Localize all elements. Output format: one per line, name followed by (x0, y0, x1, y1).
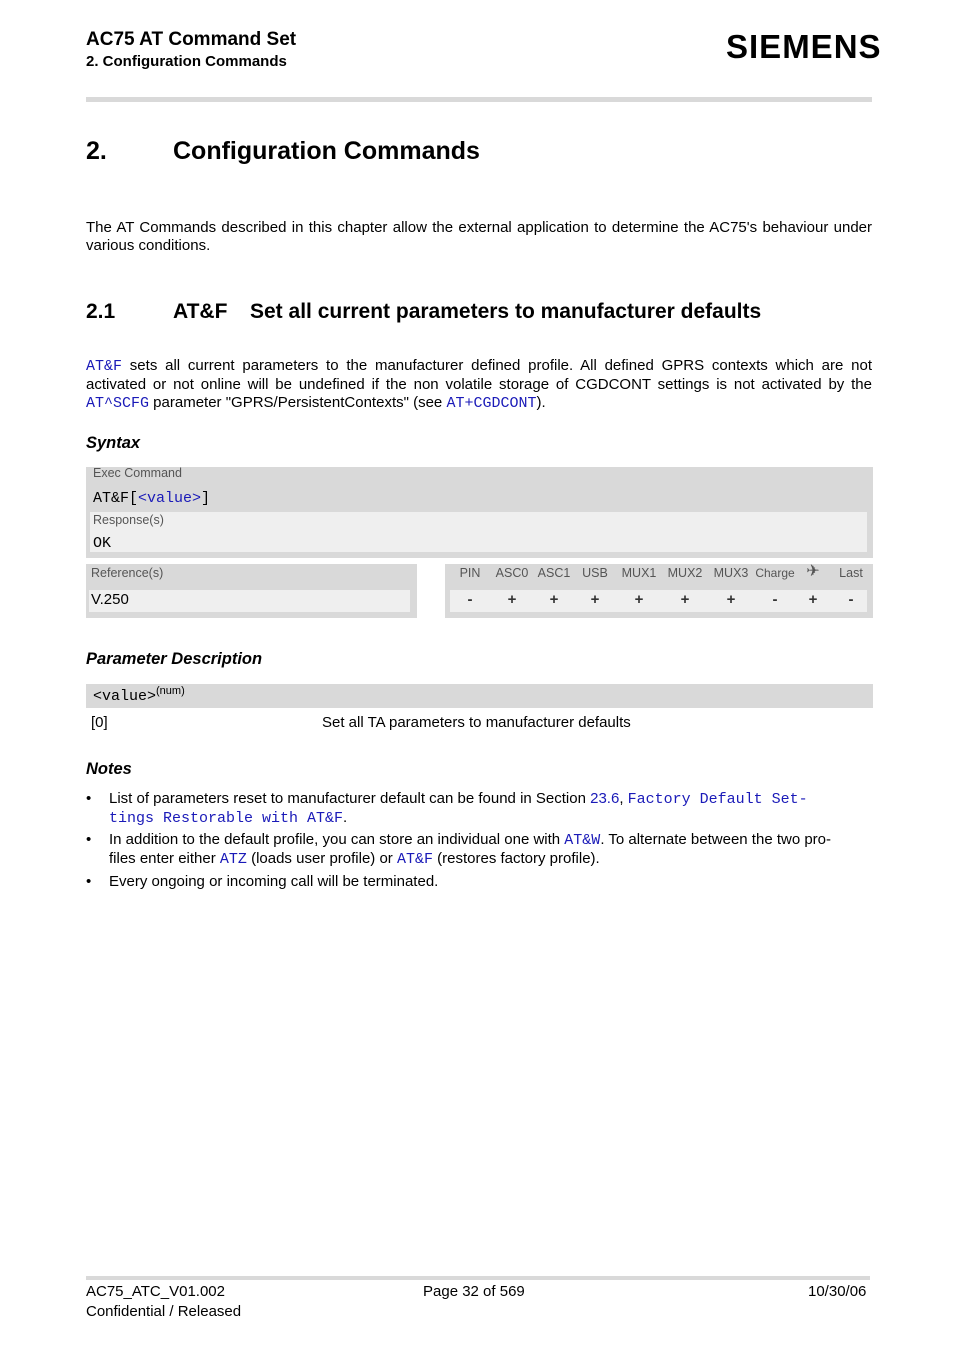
factory-defaults-link[interactable]: Factory Default Set- (627, 791, 808, 808)
col-pin-label: PIN (459, 566, 481, 580)
at-f-link[interactable]: AT&F (86, 358, 123, 375)
col-mux1-label: MUX1 (621, 566, 657, 580)
note-2 (109, 831, 872, 869)
note-2-text-3: files enter either (109, 850, 220, 867)
footer-status: Confidential / Released (86, 1303, 242, 1320)
siemens-logo: SIEMENS (726, 28, 882, 65)
footer-date: 10/30/06 (808, 1283, 867, 1300)
exec-command-label: Exec Command (93, 466, 182, 480)
airplane-icon: ✈ (806, 563, 820, 580)
col-mux1-value: + (634, 591, 644, 608)
syntax-heading: Syntax (86, 434, 141, 452)
command-description (86, 357, 872, 413)
footer-doc-id: AC75_ATC_V01.002 (86, 1283, 225, 1300)
parameter-heading: Parameter Description (86, 650, 263, 668)
note-2-text-2: . To alternate between the two pro- (600, 831, 832, 848)
reference-label: Reference(s) (91, 566, 164, 580)
description-text-3: ). (536, 394, 546, 411)
description-text-2: parameter "GPRS/PersistentContexts" (see (149, 394, 447, 411)
note-2-text-4: (loads user profile) or (246, 850, 397, 867)
col-asc1-value: + (549, 591, 559, 608)
col-pin-value: - (467, 591, 473, 608)
col-mux2-label: MUX2 (667, 566, 703, 580)
command-suffix: ] (201, 490, 211, 507)
note-1-text: List of parameters reset to manufacturer default can be found in Section (109, 790, 591, 807)
col-asc1-label: ASC1 (537, 566, 571, 580)
col-usb-label: USB (582, 566, 608, 580)
parameter-name-bar (86, 684, 873, 708)
parameter-name (93, 685, 185, 705)
col-asc0-value: + (507, 591, 517, 608)
note-3: Every ongoing or incoming call will be terminated. (109, 873, 439, 890)
col-mux3-label: MUX3 (713, 566, 749, 580)
chapter-heading: Configuration Commands (173, 137, 480, 165)
parameter-value: [0] (91, 714, 108, 731)
notes-heading: Notes (86, 760, 132, 778)
at-w-link[interactable]: AT&W (564, 832, 601, 849)
note-2-text-5: (restores factory profile). (432, 850, 600, 867)
factory-defaults-link-cont[interactable]: tings Restorable with AT&F (109, 810, 344, 827)
col-last-label: Last (839, 566, 863, 580)
response-value: OK (93, 535, 112, 552)
note-1-end: . (343, 809, 348, 826)
response-box (90, 512, 867, 552)
at-cgdcont-link[interactable]: AT+CGDCONT (446, 395, 537, 412)
header-divider (86, 97, 872, 102)
section-number: 2.1 (86, 300, 116, 323)
col-charge-label: Charge (755, 566, 795, 580)
description-text-1: sets all current parameters to the manufacturer defined profile. All defined GPRS contexts which are not activated or not online will be undefined if the non volatile storage of CGDCONT settings is not activated by the (86, 357, 872, 393)
atz-link[interactable]: ATZ (219, 851, 247, 868)
bullet-icon: • (86, 831, 92, 848)
note-1 (109, 790, 872, 828)
section-title: Set all current parameters to manufacturer defaults (250, 300, 762, 323)
section-command: AT&F (173, 300, 228, 323)
bullet-icon: • (86, 790, 92, 807)
document-title: AC75 AT Command Set (86, 29, 297, 50)
reference-value: V.250 (91, 591, 129, 608)
col-asc0-label: ASC0 (495, 566, 529, 580)
col-airplane-value: + (808, 591, 818, 608)
chapter-number: 2. (86, 137, 107, 165)
parameter-type: (num) (156, 685, 185, 697)
col-mux3-value: + (726, 591, 736, 608)
section-23-6-link[interactable]: 23.6 (590, 790, 620, 807)
note-1-separator: , (619, 790, 628, 807)
parameter-name-text: <value> (93, 688, 157, 705)
command-prefix: AT&F[ (93, 490, 139, 507)
footer-divider (86, 1276, 870, 1280)
reference-value-box (89, 590, 410, 612)
col-charge-value: - (772, 591, 778, 608)
value-param-link[interactable]: <value> (138, 490, 202, 507)
chapter-subtitle: 2. Configuration Commands (86, 53, 287, 70)
bullet-icon: • (86, 873, 92, 890)
col-mux2-value: + (680, 591, 690, 608)
col-usb-value: + (590, 591, 600, 608)
parameter-value-description: Set all TA parameters to manufacturer defaults (322, 714, 631, 731)
footer-page-number: Page 32 of 569 (423, 1283, 525, 1300)
at-f-note-link[interactable]: AT&F (396, 851, 433, 868)
exec-command-syntax (93, 490, 210, 507)
col-last-value: - (848, 591, 854, 608)
response-label: Response(s) (93, 513, 164, 527)
note-2-text-1: In addition to the default profile, you can store an individual one with (109, 831, 565, 848)
chapter-intro: The AT Commands described in this chapter allow the external application to determine the AC75's behaviour under various conditions. (86, 219, 872, 254)
at-scfg-link[interactable]: AT^SCFG (86, 395, 150, 412)
